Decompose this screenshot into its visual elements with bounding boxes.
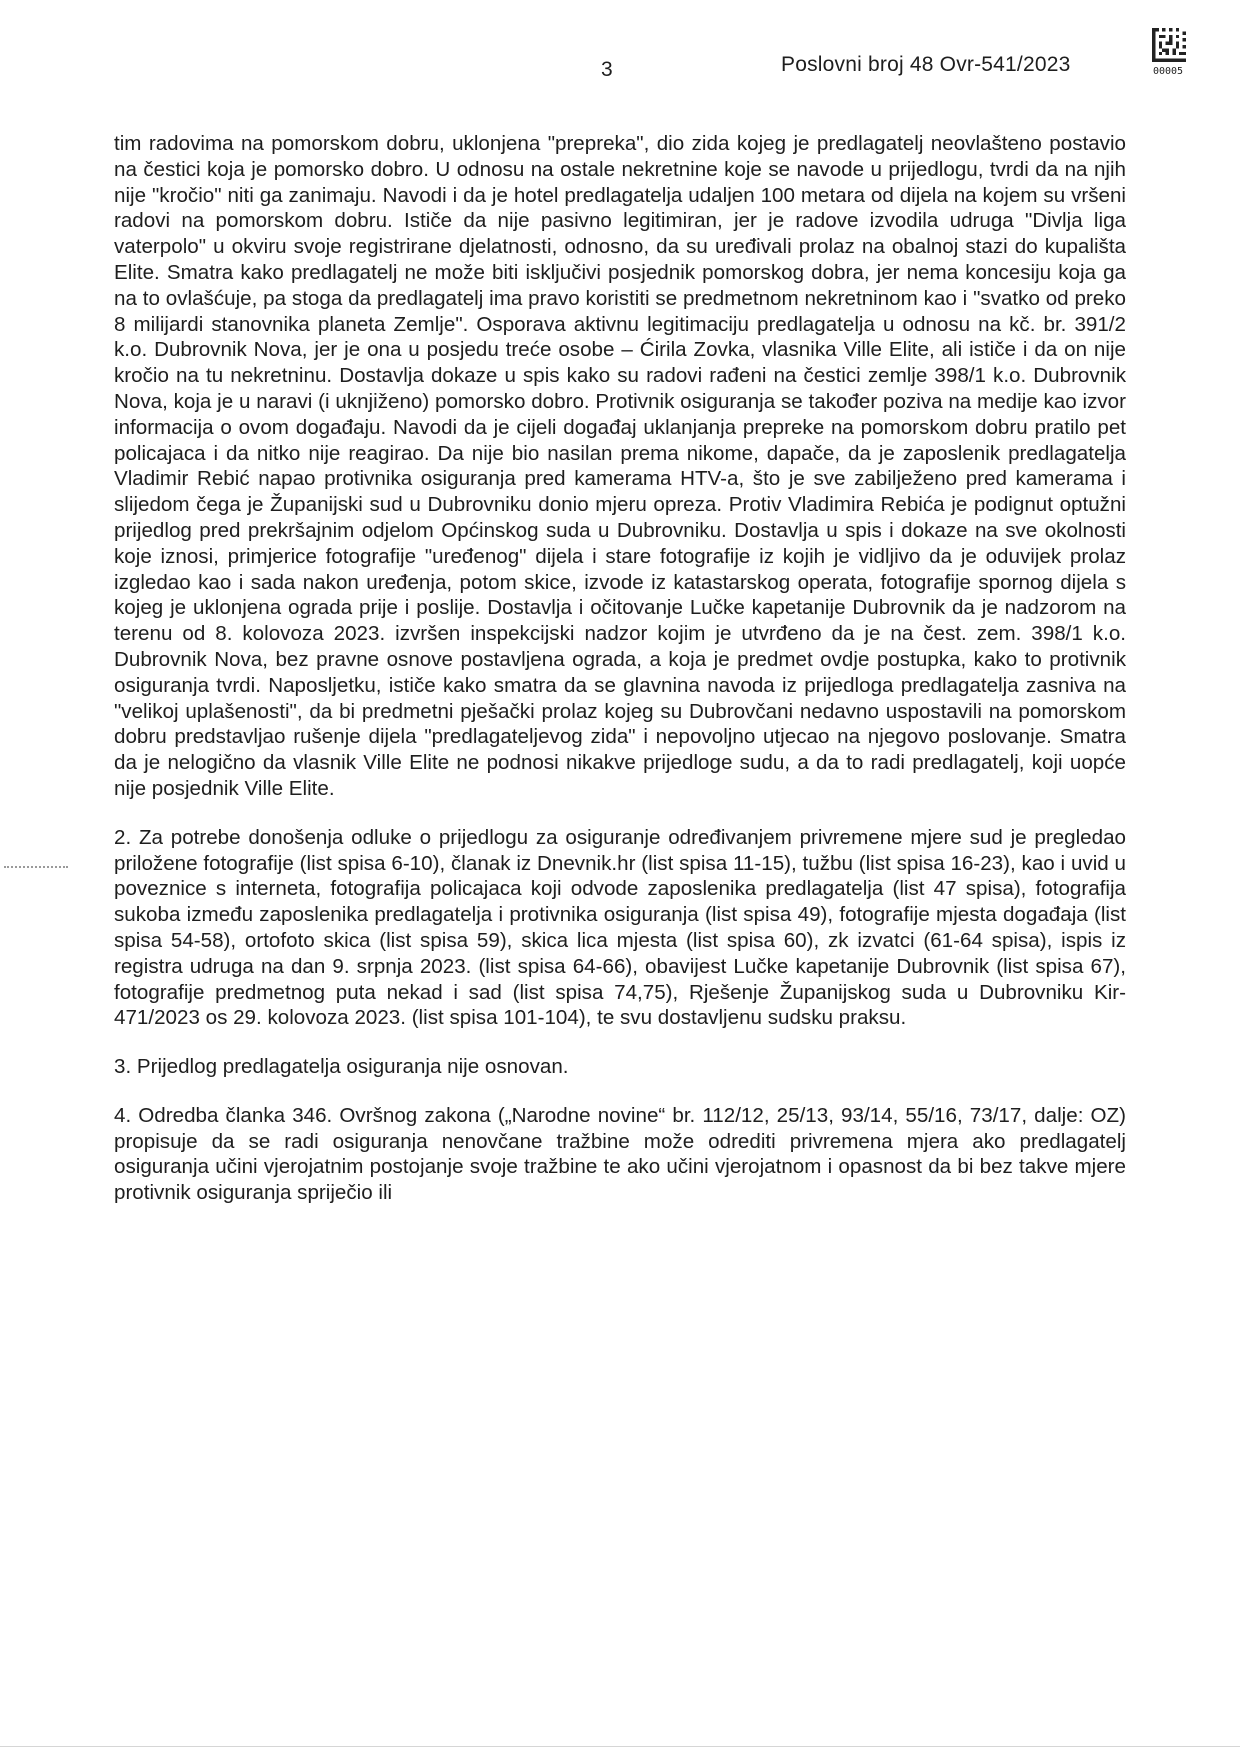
page-number: 3 [601,58,613,81]
paragraph-3: 3. Prijedlog predlagatelja osiguranja nije osnovan. [114,1055,569,1079]
barcode [1146,28,1190,77]
margin-mark [4,866,68,868]
barcode-label: 00005 [1152,66,1184,77]
case-number: Poslovni broj 48 Ovr-541/2023 [781,53,1071,76]
page-edge-line [0,1746,1240,1747]
paragraph-1: tim radovima na pomorskom dobru, uklonjena "prepreka", dio zida kojeg je predlagatelj neovlašteno postavio na čestici koja je pomorsko dobro. U odnosu na ostale nekretnine koje se navode u prijedlogu, tvrdi da na njih nije "kročio" niti ga zanimaju. Navodi i da je hotel predlagatelja udaljen 100 metara od dijela na kojem su vršeni radovi na pomorskom dobru. Ističe da nije pasivno legitimiran, jer je radove izvodila udruga "Divlja liga vaterpolo" u okviru svoje registrirane djelatnosti, odnosno, da su uređivali prolaz na obalnoj stazi do kupališta Elite. Smatra kako predlagatelj ne može biti isključivi posjednik pomorskog dobra, jer nema koncesiju koja ga na to ovlašćuje, pa stoga da predlagatelj ima pravo koristiti se predmetnom nekretninom kao i "svatko od preko 8 milijardi stanovnika planeta Zemlje". Osporava aktivnu legitimaciju predlagatelja u odnosu na kč. br. 391/2 k.o. Dubrovnik Nova, jer je ona u posjedu treće osobe – Ćirila Zovka, vlasnika Ville Elite, ali ističe i da on nije kročio na tu nekretninu. Dostavlja dokaze u spis kako su radovi rađeni na čestici zemlje 398/1 k.o. Dubrovnik Nova, koja je u naravi (i uknjiženo) pomorsko dobro. Protivnik osiguranja se također poziva na medije kao izvor informacija o ovom događaju. Navodi da je cijeli događaj uklanjanja prepreke na pomorskom dobru pratilo pet policajaca i da nitko nije reagirao. Da nije bio nasilan prema nikome, dapače, da je zaposlenik predlagatelja Vladimir Rebić napao protivnika osiguranja pred kamerama HTV-a, što je sve zabilježeno pred kamerama i slijedom čega je Županijski sud u Dubrovniku donio mjeru opreza. Protiv Vladimira Rebića je podignut optužni prijedlog pred prekršajnim odjelom Općinskog suda u Dubrovniku. Dostavlja u spis i dokaze na sve okolnosti koje iznosi, primjerice fotografije "uređenog" dijela i stare fotografije iz kojih je vidljivo da je oduvijek prolaz izgledao kao i sada nakon uređenja, potom skice, izvode iz katastarskog operata, fotografije spornog dijela s kojeg je uklonjena ograda prije i poslije. Dostavlja i očitovanje Lučke kapetanije Dubrovnik da je nadzorom na terenu od 8. kolovoza 2023. izvršen inspekcijski nadzor kojim je utvrđeno da je na čest. zem. 398/1 k.o. Dubrovnik Nova, bez pravne osnove postavljena ograda, a koja je predmet ovdje postupka, kako to protivnik osiguranja tvrdi. Naposljetku, ističe kako smatra da se glavnina navoda iz prijedloga predlagatelja zasniva na "velikoj uplašenosti", da bi predmetni pješački prolaz kojeg su Dubrovčani nedavno uspostavili na pomorskom dobru predstavljao rušenje dijela "predlagateljevog zida" i nepovoljno utjecao na njegovo poslovanje. Smatra da je nelogično da vlasnik Ville Elite ne podnosi nikakve prijedloge sudu, a da to radi predlagatelj, koji uopće nije posjednik Ville Elite. [114,132,1126,800]
datamatrix-code-icon [1152,28,1186,62]
paragraph-4: 4. Odredba članka 346. Ovršnog zakona („Narodne novine“ br. 112/12, 25/13, 93/14, 55/16, 73/17, dalje: OZ) propisuje da se radi osiguranja nenovčane tražbine može odrediti privremena mjera ako predlagatelj osiguranja učini vjerojatnim postojanje svoje tražbine te ako učini vjerojatnom i opasnost da bi bez takve mjere protivnik osiguranja spriječio ili [114,1103,1126,1205]
paragraph-2: 2. Za potrebe donošenja odluke o prijedlogu za osiguranje određivanjem privremene mjere sud je pregledao priložene fotografije (list spisa 6-10), članak iz Dnevnik.hr (list spisa 11-15), tužbu (list spisa 16-23), kao i uvid u poveznice s interneta, fotografija policajaca koji odvode zaposlenika predlagatelja (list 47 spisa), fotografija sukoba između zaposlenika predlagatelja i protivnika osiguranja (list spisa 49), fotografije mjesta događaja (list spisa 54-58), ortofoto skica (list spisa 59), skica lica mjesta (list spisa 60), zk izvatci (61-64 spisa), ispis iz registra udruga na dan 9. srpnja 2023. (list spisa 64-66), obavijest Lučke kapetanije Dubrovnik (list spisa 67), fotografije predmetnog puta nekad i sad (list spisa 74,75), Rješenje Županijskog suda u Dubrovniku Kir-471/2023 os 29. kolovoza 2023. (list spisa 101-104), te svu dostavljenu sudsku praksu. [114,825,1126,1030]
document-body [114,131,1126,1229]
